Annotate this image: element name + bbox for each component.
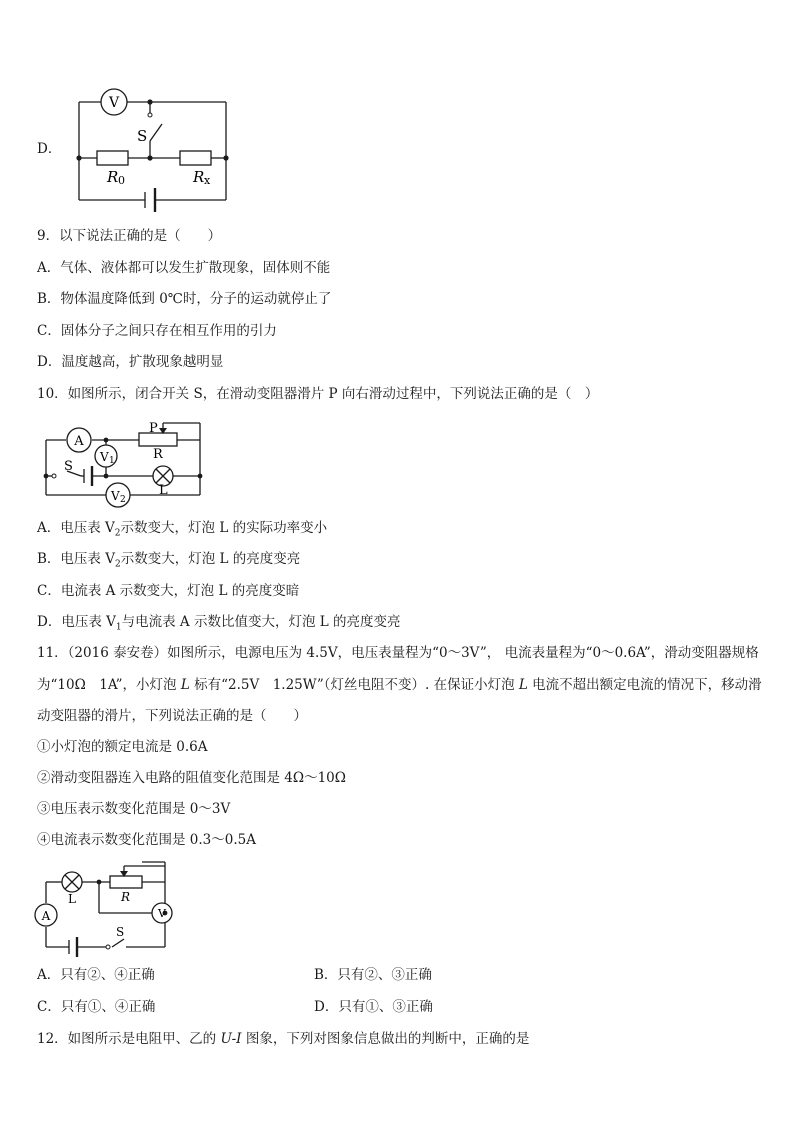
- q11-stem-line1: 11．（2016 泰安卷）如图所示，电源电压为 4.5V，电压表量程为“0～3V”， 电流表量程为“0～0.6A”，滑动变阻器规格: [37, 645, 759, 661]
- svg-text:S: S: [116, 925, 125, 939]
- svg-text:x: x: [204, 174, 211, 187]
- svg-text:L: L: [159, 483, 168, 498]
- svg-text:R: R: [193, 168, 205, 186]
- q9-option-b: B．物体温度降低到 0℃时，分子的运动就停止了: [37, 291, 332, 307]
- svg-text:0: 0: [118, 174, 125, 187]
- q11-option-c: C．只有①、④正确: [37, 999, 156, 1015]
- q11-rheostat-r: [110, 876, 142, 888]
- q9-option-a: A．气体、液体都可以发生扩散现象，固体则不能: [37, 260, 331, 276]
- q9-option-c: C．固体分子之间只存在相互作用的引力: [37, 323, 277, 339]
- q11-statement-4: ④电流表示数变化范围是 0.3～0.5A: [37, 832, 256, 848]
- q10-option-c: C．电流表 A 示数变大，灯泡 L 的亮度变暗: [37, 583, 300, 599]
- svg-text:V: V: [111, 489, 120, 503]
- q8-option-d-label: D．: [37, 141, 62, 157]
- svg-text:2: 2: [120, 495, 126, 505]
- q12-stem: 12．如图所示是电阻甲、乙的 U-I 图象，下列对图象信息做出的判断中，正确的是: [37, 1031, 530, 1047]
- q9-option-d: D．温度越高，扩散现象越明显: [37, 354, 224, 370]
- q11-stem-line3: 动变阻器的滑片，下列说法正确的是（ ）: [37, 708, 307, 724]
- svg-text:R: R: [153, 447, 163, 462]
- svg-text:V: V: [158, 907, 166, 920]
- q9-stem: 9．以下说法正确的是（ ）: [37, 228, 222, 244]
- q10-option-d: D．电压表 $V_1$与电流表 A 示数比值变大，灯泡 L 的亮度变亮: [37, 614, 401, 633]
- q11-switch-s: [112, 939, 124, 947]
- svg-text:V: V: [100, 450, 109, 464]
- q11-option-a: A．只有②、④正确: [37, 967, 155, 983]
- q11-statement-3: ③电压表示数变化范围是 0～3V: [37, 801, 231, 817]
- svg-text:A: A: [74, 434, 84, 449]
- svg-text:S: S: [64, 459, 73, 474]
- q11-statement-1: ①小灯泡的额定电流是 0.6A: [37, 739, 208, 755]
- q10-option-a: A．电压表 $V_2$示数变大，灯泡 L 的实际功率变小: [37, 520, 328, 539]
- svg-text:R: R: [121, 890, 131, 904]
- svg-text:A: A: [41, 909, 51, 923]
- svg-text:P: P: [149, 421, 158, 436]
- q11-statement-2: ②滑动变阻器连入电路的阻值变化范围是 4Ω～10Ω: [37, 770, 346, 786]
- svg-text:R: R: [107, 168, 119, 186]
- svg-text:V: V: [108, 95, 120, 111]
- svg-text:L: L: [68, 892, 76, 906]
- q10-option-b: B．电压表 $V_2$示数变大，灯泡 L 的亮度变亮: [37, 551, 301, 570]
- q11-stem-line2: 为“10Ω 1A”，小灯泡 L 标有“2.5V 1.25W”（灯丝电阻不变）. 在保证小灯泡 L 电流不超出额定电流的情况下，移动滑: [37, 677, 762, 693]
- svg-text:S: S: [137, 127, 148, 145]
- q11-option-d: D．只有①、③正确: [314, 999, 433, 1015]
- q10-stem: 10．如图所示，闭合开关 S，在滑动变阻器滑片 P 向右滑动过程中，下列说法正确的是（ ）: [37, 386, 599, 402]
- svg-text:1: 1: [109, 456, 115, 466]
- q11-option-b: B．只有②、③正确: [314, 967, 432, 983]
